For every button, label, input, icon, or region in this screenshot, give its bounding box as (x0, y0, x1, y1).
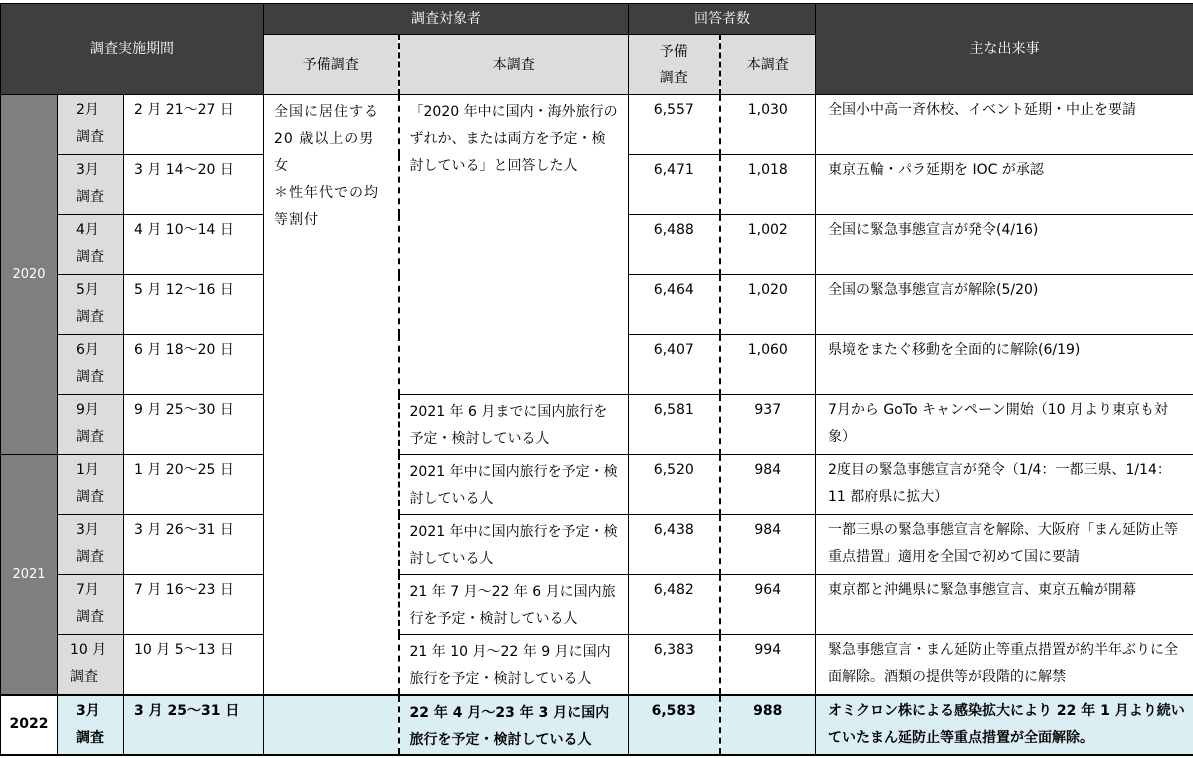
row-month: 4月 調査 (58, 215, 124, 275)
row-period: 10 月 5～13 日 (124, 635, 264, 695)
row-pre-count: 6,464 (629, 275, 720, 335)
row-target: 2021 年 6 月までに国内旅行を予定・検討している人 (399, 395, 629, 455)
year-2020: 2020 (1, 95, 58, 455)
row-period: 4 月 10～14 日 (124, 215, 264, 275)
row-pre-count: 6,557 (629, 95, 720, 155)
row-event: 緊急事態宣言・まん延防止等重点措置が約半年ぶりに全面解除。酒類の提供等が段階的に解禁 (816, 635, 1193, 695)
row-target: 2021 年中に国内旅行を予定・検討している人 (399, 515, 629, 575)
row-main-count: 1,018 (720, 155, 816, 215)
row-target: 22 年 4 月～23 年 3 月に国内旅行を予定・検討している人 (399, 695, 629, 755)
row-period: 7 月 16～23 日 (124, 575, 264, 635)
row-pre-count: 6,520 (629, 455, 720, 515)
row-pre-count: 6,583 (629, 695, 720, 755)
row-event: 全国に緊急事態宣言が発令(4/16) (816, 215, 1193, 275)
row-main-count: 937 (720, 395, 816, 455)
row-target: 2021 年中に国内旅行を予定・検討している人 (399, 455, 629, 515)
row-month: 3月 調査 (58, 515, 124, 575)
year-2021: 2021 (1, 455, 58, 695)
row-event: 東京都と沖縄県に緊急事態宣言、東京五輪が開幕 (816, 575, 1193, 635)
header-resp-pre: 予備 調査 (629, 35, 720, 95)
row-month: 6月 調査 (58, 335, 124, 395)
row-month: 1月 調査 (58, 455, 124, 515)
row-main-count: 1,002 (720, 215, 816, 275)
row-period: 5 月 12～16 日 (124, 275, 264, 335)
row-period: 3 月 14～20 日 (124, 155, 264, 215)
header-resp-main: 本調査 (720, 35, 816, 95)
row-main-count: 988 (720, 695, 816, 755)
row-target: 21 年 10 月～22 年 9 月に国内旅行を予定・検討している人 (399, 635, 629, 695)
row-pre-count: 6,471 (629, 155, 720, 215)
row-main-count: 984 (720, 515, 816, 575)
row-pre-count: 6,482 (629, 575, 720, 635)
row-period: 3 月 26～31 日 (124, 515, 264, 575)
header-target-group: 調査対象者 (264, 4, 629, 35)
row-event: 全国小中高一斉休校、イベント延期・中止を要請 (816, 95, 1193, 155)
row-pre-count: 6,383 (629, 635, 720, 695)
header-main-survey: 本調査 (399, 35, 629, 95)
row-event: 一都三県の緊急事態宣言を解除、大阪府「まん延防止等重点措置」適用を全国で初めて国に要請 (816, 515, 1193, 575)
row-month: 2月 調査 (58, 95, 124, 155)
row-main-count: 994 (720, 635, 816, 695)
row-main-count: 964 (720, 575, 816, 635)
row-event: 全国の緊急事態宣言が解除(5/20) (816, 275, 1193, 335)
row-event: 県境をまたぐ移動を全面的に解除(6/19) (816, 335, 1193, 395)
row-period: 1 月 20～25 日 (124, 455, 264, 515)
row-pre-count: 6,438 (629, 515, 720, 575)
header-pre-survey: 予備調査 (264, 35, 399, 95)
survey-table (0, 3, 1193, 756)
row-event: 東京五輪・パラ延期を IOC が承認 (816, 155, 1193, 215)
row-month: 3月 調査 (58, 695, 124, 755)
row-target: 21 年 7 月～22 年 6 月に国内旅行を予定・検討している人 (399, 575, 629, 635)
row-event: 2度目の緊急事態宣言が発令（1/4：一都三県、1/14：11 都府県に拡大） (816, 455, 1193, 515)
row-pre-target-empty (264, 695, 399, 755)
row-pre-count: 6,581 (629, 395, 720, 455)
row-pre-count: 6,488 (629, 215, 720, 275)
row-pre-count: 6,407 (629, 335, 720, 395)
header-period: 調査実施期間 (1, 4, 264, 95)
row-main-count: 1,060 (720, 335, 816, 395)
row-period: 2 月 21～27 日 (124, 95, 264, 155)
row-month: 9月 調査 (58, 395, 124, 455)
row-main-count: 1,030 (720, 95, 816, 155)
main-survey-target-2020: 「2020 年中に国内・海外旅行のずれか、または両方を予定・検討している」と回答した人 (399, 95, 629, 395)
header-events: 主な出来事 (816, 4, 1193, 95)
row-main-count: 1,020 (720, 275, 816, 335)
row-month: 7月 調査 (58, 575, 124, 635)
pre-survey-target: 全国に居住する 20 歳以上の男女 ＊性年代での均等割付 (264, 95, 399, 695)
row-main-count: 984 (720, 455, 816, 515)
row-month: 3月 調査 (58, 155, 124, 215)
row-event: 7月から GoTo キャンペーン開始（10 月より東京も対象） (816, 395, 1193, 455)
header-respondents: 回答者数 (629, 4, 816, 35)
row-period: 9 月 25～30 日 (124, 395, 264, 455)
year-2022: 2022 (1, 695, 58, 755)
row-month: 5月 調査 (58, 275, 124, 335)
row-period: 3 月 25～31 日 (124, 695, 264, 755)
row-event: オミクロン株による感染拡大により 22 年 1 月より続いていたまん延防止等重点措置が全面解除。 (816, 695, 1193, 755)
row-month: 10 月 調査 (58, 635, 124, 695)
row-period: 6 月 18～20 日 (124, 335, 264, 395)
